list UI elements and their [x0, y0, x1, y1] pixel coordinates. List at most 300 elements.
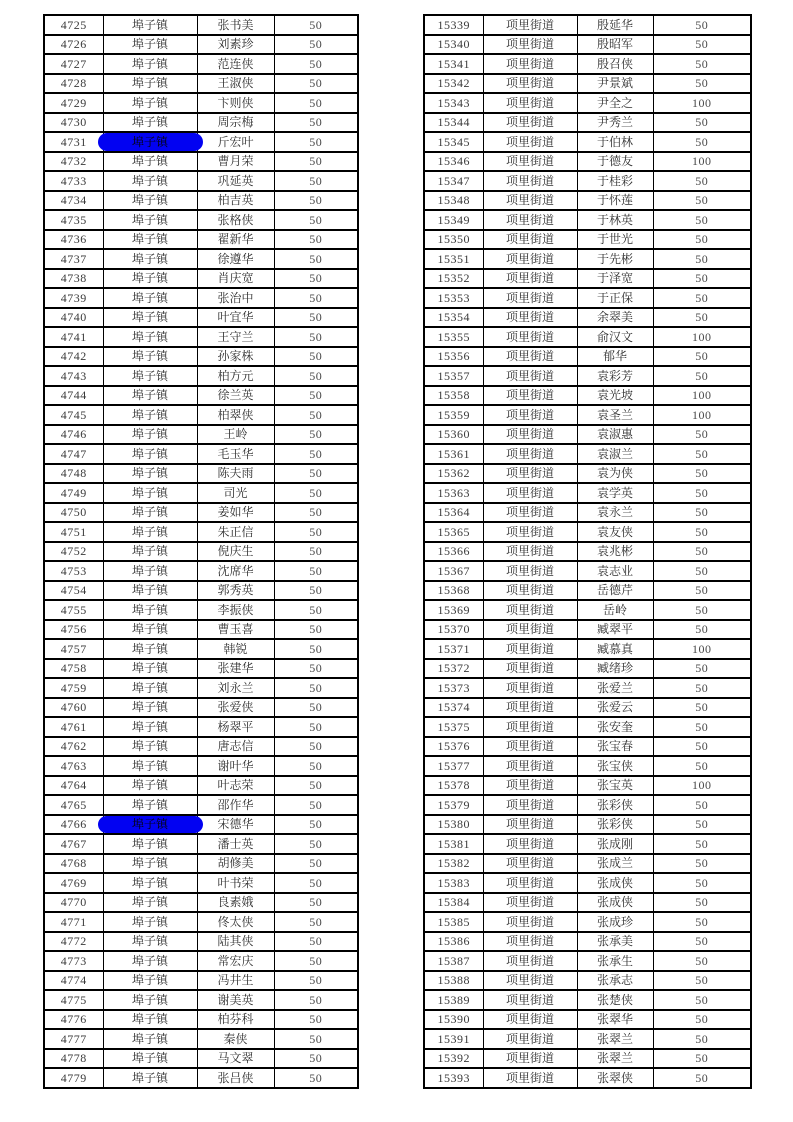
region-cell: 埠子镇 — [103, 405, 197, 425]
name-cell: 张宝侠 — [577, 756, 653, 776]
person-id-cell: 15369 — [424, 600, 483, 620]
name-cell: 张安奎 — [577, 717, 653, 737]
name-cell: 袁淑兰 — [577, 444, 653, 464]
region-cell: 埠子镇 — [103, 951, 197, 971]
region-cell: 项里街道 — [483, 171, 577, 191]
table-row — [424, 756, 751, 776]
table-row — [44, 1049, 358, 1069]
region-cell: 埠子镇 — [103, 171, 197, 191]
person-id-cell: 4730 — [44, 113, 103, 133]
name-cell: 张彩侠 — [577, 815, 653, 835]
person-id-cell: 15353 — [424, 288, 483, 308]
region-cell: 埠子镇 — [103, 93, 197, 113]
region-cell: 埠子镇 — [103, 834, 197, 854]
region-cell: 项里街道 — [483, 795, 577, 815]
amount-cell: 50 — [274, 834, 358, 854]
table-row — [44, 15, 358, 35]
table-row — [44, 600, 358, 620]
name-cell: 张承生 — [577, 951, 653, 971]
table-row — [424, 1010, 751, 1030]
table-row — [44, 561, 358, 581]
region-cell: 埠子镇 — [103, 327, 197, 347]
table-row — [424, 561, 751, 581]
person-id-cell: 4725 — [44, 15, 103, 35]
region-cell: 埠子镇 — [103, 795, 197, 815]
amount-cell: 50 — [653, 113, 751, 133]
name-cell: 王守兰 — [197, 327, 274, 347]
region-cell: 项里街道 — [483, 483, 577, 503]
person-id-cell: 4773 — [44, 951, 103, 971]
region-cell: 埠子镇 — [103, 152, 197, 172]
name-cell: 殷昭军 — [577, 35, 653, 55]
region-cell: 项里街道 — [483, 756, 577, 776]
region-cell: 埠子镇 — [103, 113, 197, 133]
amount-cell: 50 — [274, 54, 358, 74]
amount-cell: 50 — [274, 932, 358, 952]
region-cell: 项里街道 — [483, 327, 577, 347]
name-cell: 马文翠 — [197, 1049, 274, 1069]
amount-cell: 50 — [274, 269, 358, 289]
amount-cell: 50 — [274, 249, 358, 269]
highlight-pill: 埠子镇 — [98, 816, 203, 834]
amount-cell: 50 — [653, 737, 751, 757]
region-cell: 埠子镇 — [103, 347, 197, 367]
region-cell: 埠子镇 — [103, 54, 197, 74]
table-row — [44, 386, 358, 406]
table-row — [44, 74, 358, 94]
table-row — [44, 678, 358, 698]
region-cell: 埠子镇 — [103, 15, 197, 35]
person-id-cell: 15380 — [424, 815, 483, 835]
table-row — [44, 951, 358, 971]
region-cell: 项里街道 — [483, 893, 577, 913]
person-id-cell: 15341 — [424, 54, 483, 74]
amount-cell: 50 — [653, 659, 751, 679]
table-row — [424, 113, 751, 133]
table-row — [424, 1029, 751, 1049]
table-row — [424, 971, 751, 991]
region-cell: 项里街道 — [483, 386, 577, 406]
name-cell: 于德友 — [577, 152, 653, 172]
table-row — [44, 132, 358, 152]
amount-cell: 50 — [274, 1068, 358, 1088]
person-id-cell: 4767 — [44, 834, 103, 854]
region-cell: 项里街道 — [483, 249, 577, 269]
person-id-cell: 15374 — [424, 698, 483, 718]
amount-cell: 50 — [274, 737, 358, 757]
amount-cell: 50 — [274, 1010, 358, 1030]
amount-cell: 50 — [653, 425, 751, 445]
region-cell: 项里街道 — [483, 74, 577, 94]
person-id-cell: 4756 — [44, 620, 103, 640]
person-id-cell: 4757 — [44, 639, 103, 659]
person-id-cell: 4741 — [44, 327, 103, 347]
name-cell: 尹景斌 — [577, 74, 653, 94]
table-row — [44, 815, 358, 835]
name-cell: 张翠华 — [577, 1010, 653, 1030]
amount-cell: 50 — [274, 620, 358, 640]
name-cell: 袁兆彬 — [577, 542, 653, 562]
roster-table-right — [423, 14, 752, 1089]
table-row — [44, 698, 358, 718]
region-cell: 埠子镇 — [103, 1049, 197, 1069]
amount-cell: 50 — [274, 542, 358, 562]
table-row — [44, 522, 358, 542]
person-id-cell: 4745 — [44, 405, 103, 425]
table-row — [424, 639, 751, 659]
person-id-cell: 15340 — [424, 35, 483, 55]
person-id-cell: 4747 — [44, 444, 103, 464]
person-id-cell: 4737 — [44, 249, 103, 269]
table-row — [44, 464, 358, 484]
name-cell: 岳德芹 — [577, 581, 653, 601]
person-id-cell: 4770 — [44, 893, 103, 913]
amount-cell: 50 — [653, 366, 751, 386]
table-row — [424, 210, 751, 230]
person-id-cell: 15365 — [424, 522, 483, 542]
person-id-cell: 15348 — [424, 191, 483, 211]
amount-cell: 50 — [274, 776, 358, 796]
person-id-cell: 4755 — [44, 600, 103, 620]
name-cell: 柏吉英 — [197, 191, 274, 211]
name-cell: 郭秀英 — [197, 581, 274, 601]
person-id-cell: 15358 — [424, 386, 483, 406]
amount-cell: 50 — [274, 854, 358, 874]
table-row — [424, 249, 751, 269]
amount-cell: 50 — [653, 132, 751, 152]
name-cell: 尹秀兰 — [577, 113, 653, 133]
person-id-cell: 4750 — [44, 503, 103, 523]
table-row — [44, 737, 358, 757]
region-cell: 项里街道 — [483, 659, 577, 679]
person-id-cell: 15387 — [424, 951, 483, 971]
name-cell: 臧绪珍 — [577, 659, 653, 679]
region-cell: 埠子镇 — [103, 288, 197, 308]
person-id-cell: 15383 — [424, 873, 483, 893]
region-cell: 埠子镇 — [103, 1068, 197, 1088]
table-row — [44, 834, 358, 854]
table-row — [424, 35, 751, 55]
region-cell: 项里街道 — [483, 132, 577, 152]
amount-cell: 50 — [274, 171, 358, 191]
person-id-cell: 15386 — [424, 932, 483, 952]
person-id-cell: 4759 — [44, 678, 103, 698]
table-row — [424, 444, 751, 464]
person-id-cell: 4764 — [44, 776, 103, 796]
table-row — [424, 620, 751, 640]
name-cell: 谢叶华 — [197, 756, 274, 776]
table-row — [44, 308, 358, 328]
person-id-cell: 4763 — [44, 756, 103, 776]
region-cell: 埠子镇 — [103, 932, 197, 952]
name-cell: 曹玉喜 — [197, 620, 274, 640]
region-cell: 项里街道 — [483, 854, 577, 874]
table-row — [44, 971, 358, 991]
amount-cell: 50 — [274, 191, 358, 211]
name-cell: 朱正信 — [197, 522, 274, 542]
person-id-cell: 4744 — [44, 386, 103, 406]
region-cell: 项里街道 — [483, 971, 577, 991]
table-row — [424, 288, 751, 308]
amount-cell: 100 — [653, 405, 751, 425]
amount-cell: 50 — [653, 171, 751, 191]
table-row — [424, 74, 751, 94]
person-id-cell: 4776 — [44, 1010, 103, 1030]
person-id-cell: 4771 — [44, 912, 103, 932]
name-cell: 潘士英 — [197, 834, 274, 854]
person-id-cell: 15391 — [424, 1029, 483, 1049]
region-cell: 项里街道 — [483, 542, 577, 562]
region-cell: 埠子镇 — [103, 35, 197, 55]
amount-cell: 50 — [653, 464, 751, 484]
amount-cell: 50 — [274, 795, 358, 815]
name-cell: 秦侠 — [197, 1029, 274, 1049]
table-row — [44, 152, 358, 172]
amount-cell: 100 — [653, 386, 751, 406]
amount-cell: 50 — [653, 932, 751, 952]
person-id-cell: 4762 — [44, 737, 103, 757]
person-id-cell: 15351 — [424, 249, 483, 269]
region-cell: 埠子镇 — [103, 522, 197, 542]
person-id-cell: 4736 — [44, 230, 103, 250]
person-id-cell: 4766 — [44, 815, 103, 835]
person-id-cell: 15393 — [424, 1068, 483, 1088]
amount-cell: 50 — [653, 503, 751, 523]
region-cell: 埠子镇 — [103, 776, 197, 796]
table-row — [44, 327, 358, 347]
name-cell: 殷召侠 — [577, 54, 653, 74]
person-id-cell: 4774 — [44, 971, 103, 991]
person-id-cell: 4761 — [44, 717, 103, 737]
amount-cell: 50 — [274, 893, 358, 913]
person-id-cell: 15388 — [424, 971, 483, 991]
table-row — [44, 756, 358, 776]
region-cell: 项里街道 — [483, 15, 577, 35]
name-cell: 巩延英 — [197, 171, 274, 191]
amount-cell: 50 — [274, 425, 358, 445]
name-cell: 孙家株 — [197, 347, 274, 367]
person-id-cell: 4778 — [44, 1049, 103, 1069]
region-cell: 项里街道 — [483, 503, 577, 523]
highlight-pill: 埠子镇 — [98, 133, 203, 151]
name-cell: 袁淑惠 — [577, 425, 653, 445]
table-row — [44, 347, 358, 367]
region-cell: 埠子镇 — [103, 912, 197, 932]
name-cell: 于世光 — [577, 230, 653, 250]
table-row — [44, 912, 358, 932]
person-id-cell: 15381 — [424, 834, 483, 854]
person-id-cell: 15343 — [424, 93, 483, 113]
person-id-cell: 4726 — [44, 35, 103, 55]
person-id-cell: 15390 — [424, 1010, 483, 1030]
person-id-cell: 15362 — [424, 464, 483, 484]
name-cell: 张建华 — [197, 659, 274, 679]
region-cell: 项里街道 — [483, 581, 577, 601]
table-row — [424, 366, 751, 386]
name-cell: 张爱侠 — [197, 698, 274, 718]
amount-cell: 50 — [653, 698, 751, 718]
table-row — [424, 54, 751, 74]
person-id-cell: 4749 — [44, 483, 103, 503]
table-row — [44, 171, 358, 191]
amount-cell: 50 — [274, 912, 358, 932]
person-id-cell: 4760 — [44, 698, 103, 718]
person-id-cell: 15355 — [424, 327, 483, 347]
amount-cell: 50 — [653, 873, 751, 893]
amount-cell: 50 — [653, 483, 751, 503]
amount-cell: 50 — [274, 210, 358, 230]
region-cell — [103, 132, 197, 152]
table-row — [44, 35, 358, 55]
amount-cell: 100 — [653, 152, 751, 172]
region-cell: 项里街道 — [483, 366, 577, 386]
region-cell: 埠子镇 — [103, 756, 197, 776]
amount-cell: 50 — [274, 678, 358, 698]
region-cell: 项里街道 — [483, 210, 577, 230]
amount-cell: 50 — [274, 288, 358, 308]
amount-cell: 100 — [653, 776, 751, 796]
name-cell: 谢美英 — [197, 990, 274, 1010]
person-id-cell: 4758 — [44, 659, 103, 679]
table-row — [424, 405, 751, 425]
table-row — [44, 932, 358, 952]
table-row — [44, 113, 358, 133]
region-cell: 项里街道 — [483, 600, 577, 620]
region-cell: 项里街道 — [483, 308, 577, 328]
person-id-cell: 4733 — [44, 171, 103, 191]
person-id-cell: 15385 — [424, 912, 483, 932]
table-row — [424, 581, 751, 601]
name-cell: 叶书荣 — [197, 873, 274, 893]
person-id-cell: 4752 — [44, 542, 103, 562]
amount-cell: 50 — [274, 132, 358, 152]
region-cell: 项里街道 — [483, 639, 577, 659]
amount-cell: 50 — [274, 581, 358, 601]
person-id-cell: 15361 — [424, 444, 483, 464]
amount-cell: 50 — [274, 1029, 358, 1049]
region-cell: 项里街道 — [483, 152, 577, 172]
table-row — [424, 1049, 751, 1069]
amount-cell: 100 — [653, 639, 751, 659]
region-cell: 项里街道 — [483, 35, 577, 55]
name-cell: 柏翠侠 — [197, 405, 274, 425]
table-row — [424, 659, 751, 679]
amount-cell: 50 — [274, 327, 358, 347]
table-row — [44, 1029, 358, 1049]
person-id-cell: 15378 — [424, 776, 483, 796]
table-row — [424, 308, 751, 328]
region-cell: 项里街道 — [483, 815, 577, 835]
amount-cell: 50 — [274, 35, 358, 55]
table-row — [424, 815, 751, 835]
name-cell: 司光 — [197, 483, 274, 503]
table-row — [424, 327, 751, 347]
person-id-cell: 15350 — [424, 230, 483, 250]
table-row — [424, 542, 751, 562]
region-cell: 埠子镇 — [103, 230, 197, 250]
table-row — [424, 698, 751, 718]
person-id-cell: 4727 — [44, 54, 103, 74]
region-cell — [103, 815, 197, 835]
name-cell: 杨翠平 — [197, 717, 274, 737]
amount-cell: 50 — [274, 230, 358, 250]
person-id-cell: 4751 — [44, 522, 103, 542]
table-row — [44, 249, 358, 269]
person-id-cell: 15363 — [424, 483, 483, 503]
person-id-cell: 15375 — [424, 717, 483, 737]
amount-cell: 50 — [653, 54, 751, 74]
person-id-cell: 4779 — [44, 1068, 103, 1088]
roster-table-left — [43, 14, 359, 1089]
table-row — [424, 990, 751, 1010]
table-row — [44, 581, 358, 601]
table-row — [424, 873, 751, 893]
region-cell: 埠子镇 — [103, 503, 197, 523]
person-id-cell: 4734 — [44, 191, 103, 211]
name-cell: 岳岭 — [577, 600, 653, 620]
amount-cell: 50 — [274, 405, 358, 425]
name-cell: 叶宜华 — [197, 308, 274, 328]
name-cell: 张楚侠 — [577, 990, 653, 1010]
region-cell: 项里街道 — [483, 347, 577, 367]
table-row — [44, 483, 358, 503]
person-id-cell: 15376 — [424, 737, 483, 757]
amount-cell: 50 — [274, 815, 358, 835]
region-cell: 埠子镇 — [103, 698, 197, 718]
name-cell: 余翠美 — [577, 308, 653, 328]
name-cell: 张翠兰 — [577, 1029, 653, 1049]
amount-cell: 50 — [274, 93, 358, 113]
region-cell: 项里街道 — [483, 444, 577, 464]
amount-cell: 50 — [653, 971, 751, 991]
region-cell: 项里街道 — [483, 464, 577, 484]
amount-cell: 50 — [274, 522, 358, 542]
region-cell: 项里街道 — [483, 191, 577, 211]
name-cell: 斤宏叶 — [197, 132, 274, 152]
amount-cell: 50 — [653, 893, 751, 913]
table-row — [424, 717, 751, 737]
person-id-cell: 15392 — [424, 1049, 483, 1069]
amount-cell: 50 — [653, 522, 751, 542]
amount-cell: 50 — [653, 834, 751, 854]
amount-cell: 50 — [274, 347, 358, 367]
amount-cell: 50 — [274, 1049, 358, 1069]
amount-cell: 50 — [653, 347, 751, 367]
table-row — [44, 854, 358, 874]
name-cell: 张爱云 — [577, 698, 653, 718]
region-cell: 项里街道 — [483, 93, 577, 113]
amount-cell: 50 — [653, 269, 751, 289]
name-cell: 张成侠 — [577, 873, 653, 893]
name-cell: 张成刚 — [577, 834, 653, 854]
amount-cell: 50 — [653, 308, 751, 328]
region-cell: 项里街道 — [483, 113, 577, 133]
region-cell: 项里街道 — [483, 1068, 577, 1088]
table-row — [44, 366, 358, 386]
name-cell: 袁学英 — [577, 483, 653, 503]
table-row — [44, 93, 358, 113]
region-cell: 项里街道 — [483, 717, 577, 737]
person-id-cell: 15346 — [424, 152, 483, 172]
amount-cell: 50 — [653, 951, 751, 971]
amount-cell: 50 — [274, 15, 358, 35]
name-cell: 王淑侠 — [197, 74, 274, 94]
table-row — [44, 795, 358, 815]
table-row — [424, 347, 751, 367]
person-id-cell: 4772 — [44, 932, 103, 952]
person-id-cell: 15354 — [424, 308, 483, 328]
table-row — [44, 230, 358, 250]
